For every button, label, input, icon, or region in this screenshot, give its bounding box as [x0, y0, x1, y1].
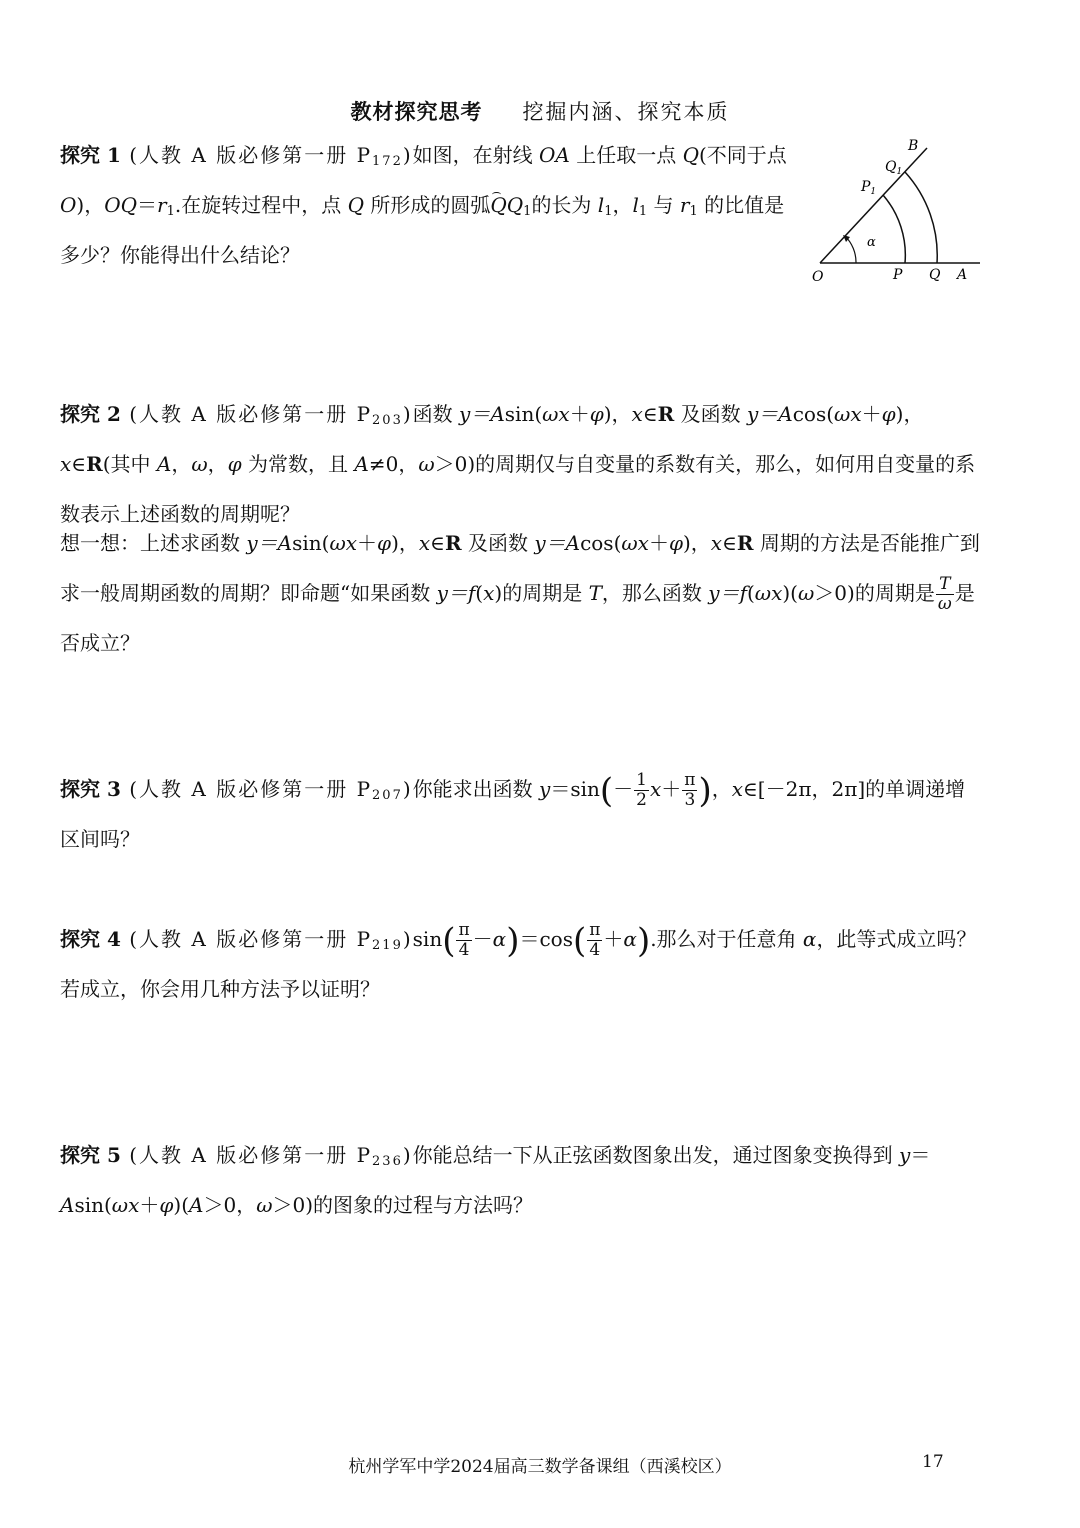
- question-3: 探究 3 (人教 A 版必修第一册 $P_{207}$)你能求出函数 y＝sin(－ $\frac{1}{2}$ x＋ $\frac{\pi}{3}$ )，x∈[－2π，2π]的单调递增区间吗？: [60, 770, 966, 851]
- think-prompt: 想一想：上述求函数 y＝Asin(ωx＋φ)，x∈R 及函数 y＝Acos(ωx＋φ)，x∈R 周期的方法是否能推广到求一般周期函数的周期？即命题“如果函数 y＝f(x)的周期是 T，那么函数 y＝f(ωx)(ω＞0)的周期是 $\frac{T}{\omega}$ 是否成立？: [60, 531, 980, 655]
- q1-lead: 探究 1: [60, 143, 121, 167]
- title-subtitle: 挖掘内涵、探究本质: [522, 100, 730, 124]
- question-2: 探究 2 (人教 A 版必修第一册 $P_{203}$)函数 y＝Asin(ωx＋φ)，x∈R 及函数 y＝Acos(ωx＋φ)，x∈R(其中 A，ω，φ 为常数，且 A≠0，ω＞0)的周期仅与自变量的系数有关，那么，如何用自变量的系数表示上述函数的周期呢？: [60, 402, 976, 526]
- angle-arc-figure: [805, 138, 985, 288]
- q5-lead: 探究 5: [60, 1143, 121, 1167]
- fraction-t-over-omega: $\frac{T}{\omega}$: [937, 574, 952, 614]
- arc-qq1: [905, 172, 937, 263]
- label-p: P: [893, 267, 903, 283]
- q3-lead: 探究 3: [60, 777, 121, 801]
- label-p1: $P_1$: [861, 179, 877, 197]
- q2-lead: 探究 2: [60, 402, 121, 426]
- title-main: 教材探究思考: [350, 99, 483, 124]
- q5-ref: (人教 A 版必修第一册 $P_{236}$): [120, 1143, 413, 1169]
- fraction-pi-fourth-2: $\frac{\pi}{4}$: [589, 920, 601, 960]
- question-1: 探究 1 (人教 A 版必修第一册 $P_{172}$)如图，在射线 OA 上任取一点 Q(不同于点 O)，$OQ=r_1$.在旋转过程中，点 Q 所形成的圆弧$QQ_1$的长为 $l_1$，$l_1$ 与 $r_1$ 的比值是多少？你能得出什么结论？: [60, 143, 787, 267]
- fraction-pi-fourth-1: $\frac{\pi}{4}$: [458, 920, 470, 960]
- label-b: B: [908, 138, 919, 154]
- q1-ref: (人教 A 版必修第一册 $P_{172}$): [120, 143, 413, 169]
- label-q1: $Q_1$: [885, 159, 903, 177]
- page-number: 17: [922, 1452, 944, 1472]
- fraction-pi-third: $\frac{\pi}{3}$: [684, 770, 696, 810]
- fraction-one-half: $\frac{1}{2}$: [636, 770, 647, 810]
- label-q: Q: [929, 267, 941, 283]
- label-a: A: [957, 267, 968, 283]
- question-4: 探究 4 (人教 A 版必修第一册 $P_{219})\sin$( $\frac{\pi}{4}$ －α)＝cos( $\frac{\pi}{4}$ ＋α).那么对于任意角 α，此等式成立吗？若成立，你会用几种方法予以证明？: [60, 920, 977, 1001]
- label-alpha: α: [867, 235, 876, 250]
- question-5: 探究 5 (人教 A 版必修第一册 $P_{236}$)你能总结一下从正弦函数图象出发，通过图象变换得到 y＝Asin(ωx＋φ)(A＞0，ω＞0)的图象的过程与方法吗？: [60, 1143, 931, 1217]
- arc-pp1: [883, 195, 905, 263]
- arc-notation: $QQ_1$: [490, 180, 531, 230]
- q4-ref: (人教 A 版必修第一册 $P_{219}$): [120, 927, 413, 953]
- page-footer: 杭州学军中学2024届高三数学备课组（西溪校区）: [348, 1457, 732, 1477]
- q3-ref: (人教 A 版必修第一册 $P_{207}$): [120, 777, 413, 803]
- label-o: O: [812, 269, 824, 285]
- q4-lead: 探究 4: [60, 927, 121, 951]
- q2-ref: (人教 A 版必修第一册 $P_{203}$): [120, 402, 413, 428]
- section-title: [0, 96, 1080, 126]
